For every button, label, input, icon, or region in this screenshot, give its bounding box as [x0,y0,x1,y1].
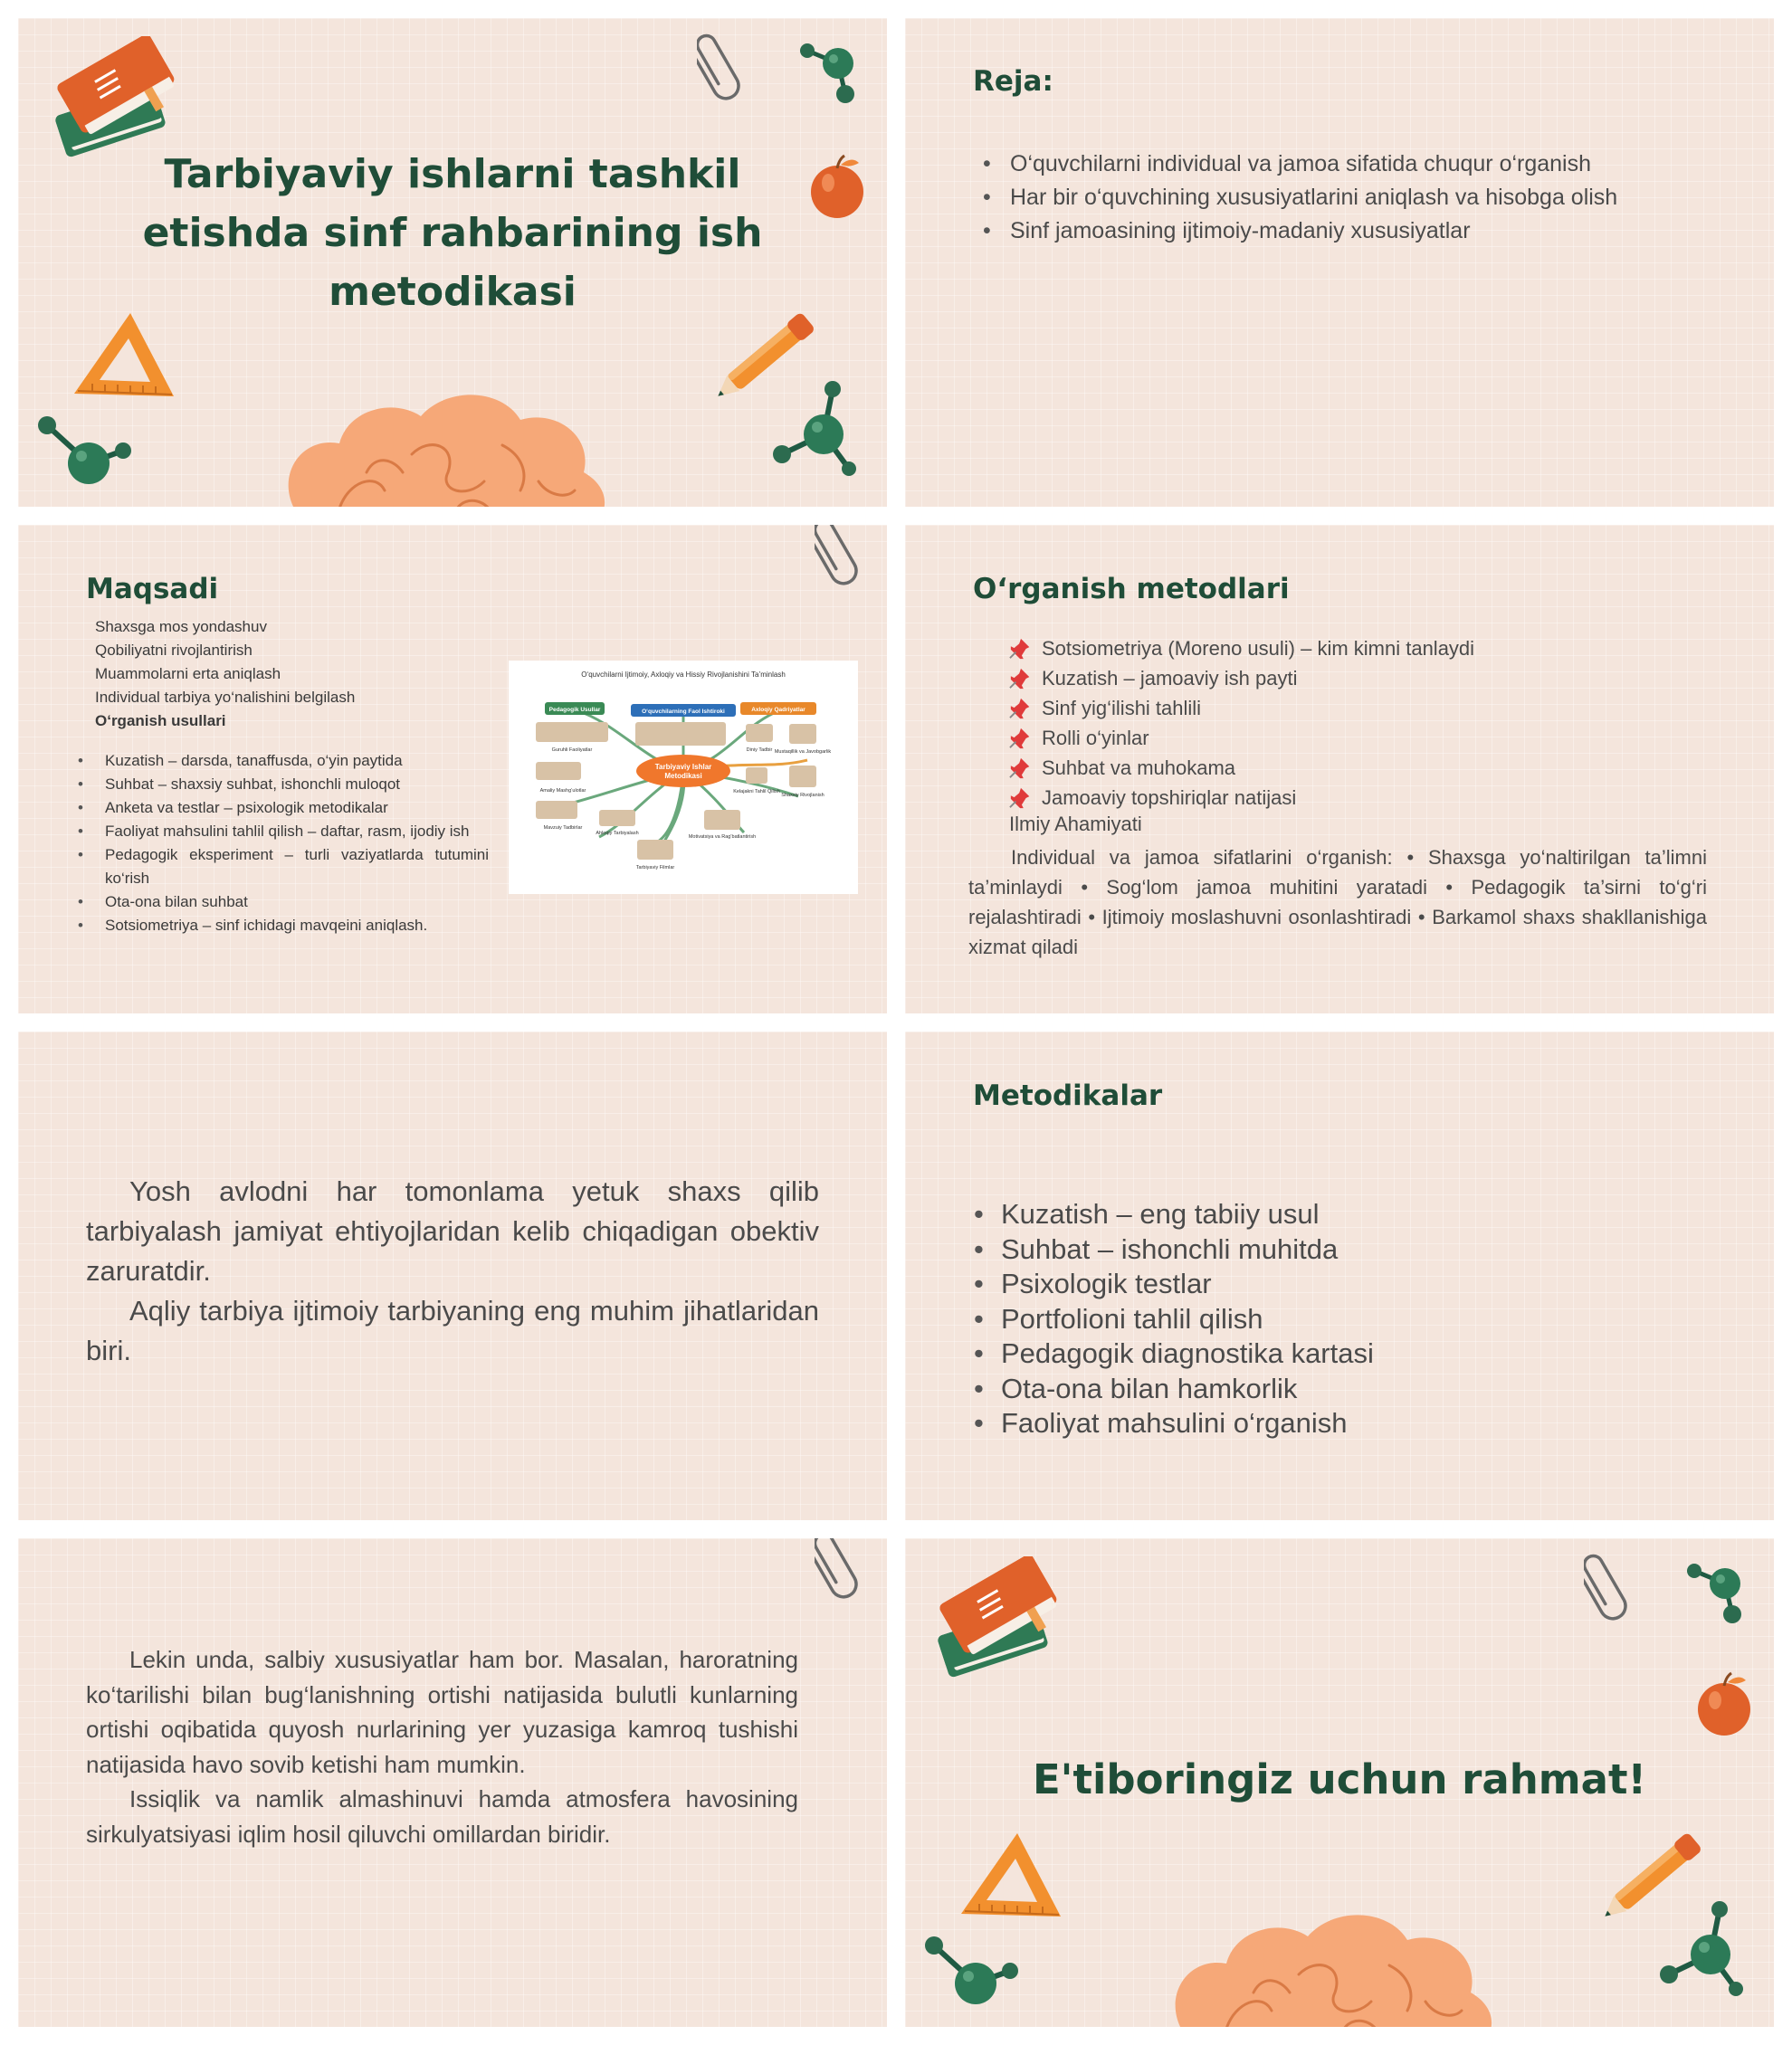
mindmap-node: Motivatsiya va Rag‘batlantirish [688,834,757,840]
list-item: • Har bir o‘quvchining xususiyatlarini aniqlash va hisobga olish [977,181,1720,214]
climate-text [86,1642,798,1851]
study-methods-list [1009,633,1643,813]
methods-subheading: O‘rganish usullari [95,712,226,729]
slide-plan [905,18,1774,507]
list-item: • Psixologik testlar [968,1267,1692,1302]
list-item [1009,723,1643,753]
list-item: • Ota-ona bilan hamkorlik [968,1372,1692,1407]
list-item: • Ota-ona bilan suhbat [72,890,489,914]
goal-line: Shaxsga mos yondashuv [95,618,267,635]
paperclip-icon [815,1538,860,1602]
mindmap-node: Ahloqiy Tarbiyalash [596,831,639,836]
slide-methodologies [905,1032,1774,1520]
methodologies-list [968,1197,1692,1441]
paperclip-icon [697,31,742,112]
goal-line: Individual tarbiya yo‘nalishini belgilash [95,689,356,706]
slide-goal [18,525,887,1013]
pushpin-icon [1009,786,1033,810]
slide-thanks [905,1538,1774,2027]
molecule-icon [795,40,867,112]
significance-paragraph: Individual va jamoa sifatlarini o‘rganish: • Shaxsga yo‘naltirilgan ta’limni ta’minlaydi • Sog‘lom jamoa muhitini yaratadi • Pedagogik ta’sirni to‘g‘ri rejalashtiradi • Ijtimoiy moslashuvni osonlashtiradi • Barkamol shaxs shakllanishiga xizmat qiladi [968,846,1707,958]
brain-icon [276,373,620,507]
plan-heading: Reja: [973,65,1053,98]
pushpin-icon [1009,667,1033,690]
list-item-label: Rolli o‘yinlar [1042,727,1149,749]
list-item: • Faoliyat mahsulini o‘rganish [968,1406,1692,1441]
mindmap-node: Diniy Tadbir [746,747,773,753]
goal-line: Qobiliyatni rivojlantirish [95,642,253,659]
list-item [1009,693,1643,723]
slide-title [18,18,887,507]
list-item [1009,633,1643,663]
list-item: • Anketa va testlar – psixologik metodikalar [72,796,489,820]
mindmap-node: Guruhli Faoliyatlar [551,747,593,753]
mindmap-branch: Axloqiy Qadriyatlar [751,707,805,713]
molecule-icon [769,380,869,489]
slide-study-methods [905,525,1774,1013]
list-item: • Suhbat – shaxsiy suhbat, ishonchli muloqot [72,773,489,796]
list-item [1009,663,1643,693]
list-item-label: Kuzatish – jamoaviy ish payti [1042,667,1298,690]
list-item: • Suhbat – ishonchli muhitda [968,1232,1692,1268]
pushpin-icon [1009,637,1033,661]
mindmap-title: O‘quvchilarni Ijtimoiy, Axloqiy va Hissiy Rivojlanishini Ta’minlash [581,671,786,679]
methods-list [72,749,489,937]
mindmap-branch: O‘quvchilarning Faol Ishtiroki [642,709,725,715]
brain-icon [1163,1893,1507,2027]
pushpin-icon [1009,727,1033,750]
list-item: • Portfolioni tahlil qilish [968,1302,1692,1337]
paperclip-icon [815,525,860,588]
mindmap-center: Tarbiyaviy Ishlar [654,763,712,771]
paragraph: Issiqlik va namlik almashinuvi hamda atmosfera havosining sirkulyatsiyasi iqlim hosil qiluvchi omillardan biridir. [86,1785,798,1848]
mindmap-node: Mavzuiy Tadbirlar [543,825,583,831]
mindmap-node: Shaxsiy Rivojlanish [781,793,825,798]
list-item: • Sotsiometriya – sinf ichidagi mavqeini aniqlash. [72,914,489,937]
list-item [1009,783,1643,813]
mindmap-center: Metodikasi [664,772,702,780]
paragraph: Aqliy tarbiya ijtimoiy tarbiyaning eng muhim jihatlaridan biri. [86,1295,819,1366]
list-item-label: Sinf yig‘ilishi tahlili [1042,697,1202,719]
goal-line: Muammolarni erta aniqlash [95,665,281,682]
list-item-label: Jamoaviy topshiriqlar natijasi [1042,786,1297,809]
molecule-icon [1656,1900,1756,2009]
goal-lines [95,615,493,733]
molecule-icon [1682,1560,1754,1632]
upbringing-text [86,1172,819,1371]
triangle-ruler-icon [952,1828,1070,1927]
mindmap-node: Amaliy Mashg‘ulotlar [539,788,586,794]
plan-list [977,147,1720,248]
list-item: • Pedagogik diagnostika kartasi [968,1336,1692,1372]
molecule-icon [36,416,145,507]
list-item-label: Sotsiometriya (Moreno usuli) – kim kimni tanlaydi [1042,637,1475,660]
slide-title-text: Tarbiyaviy ishlarni tashkil etishda sinf rahbarining ish metodikasi [142,151,763,315]
molecule-icon [923,1936,1032,2027]
mindmap-branch: Pedagogik Usullar [548,707,601,713]
list-item: • Kuzatish – darsda, tanaffusda, o‘yin paytida [72,749,489,773]
list-item [1009,753,1643,783]
list-item: • Faoliyat mahsulini tahlil qilish – daftar, rasm, ijodiy ish [72,820,489,843]
apple-icon [1695,1669,1755,1742]
apple-icon [808,152,868,224]
slide-climate [18,1538,887,2027]
list-item: • Kuzatish – eng tabiiy usul [968,1197,1692,1232]
pushpin-icon [1009,697,1033,720]
goal-heading: Maqsadi [86,573,219,605]
list-item: • Pedagogik eksperiment – turli vaziyatlarda tutumini ko‘rish [72,843,489,890]
list-item: • O‘quvchilarni individual va jamoa sifatida chuqur o‘rganish [977,147,1720,181]
slide-upbringing [18,1032,887,1520]
triangle-ruler-icon [65,308,183,407]
paragraph: Yosh avlodni har tomonlama yetuk shaxs qilib tarbiyalash jamiyat ehtiyojlaridan kelib chiqadigan obektiv zaruratdir. [86,1175,819,1287]
thanks-title: E'tiboringiz uchun rahmat! [1032,1755,1647,1803]
methodologies-heading: Metodikalar [973,1080,1163,1112]
mindmap-node: Tarbiyaviy Filmlar [635,865,675,870]
list-item-label: Suhbat va muhokama [1042,756,1236,779]
mindmap-node: Kelajakni Tahlil Qilish [733,789,780,794]
significance-title: Ilmiy Ahamiyati [1009,813,1142,835]
paragraph: Lekin unda, salbiy xususiyatlar ham bor. Masalan, haroratning ko‘tarilishi bilan bug‘lanishning ortishi natijasida bulutli kunlarning ortishi oqibatida quyosh nurlarining yer yuzasiga kamroq tushishi natijasida havo sovib ketishi ham mumkin. [86,1646,798,1778]
mindmap-node: Mustaqillik va Javobgarlik [774,749,832,755]
study-methods-heading: O‘rganish metodlari [973,573,1290,605]
list-item: • Sinf jamoasining ijtimoiy-madaniy xususiyatlar [977,214,1720,248]
pushpin-icon [1009,756,1033,780]
mindmap-image [509,661,858,894]
paperclip-icon [1584,1551,1629,1632]
books-icon [928,1556,1063,1692]
